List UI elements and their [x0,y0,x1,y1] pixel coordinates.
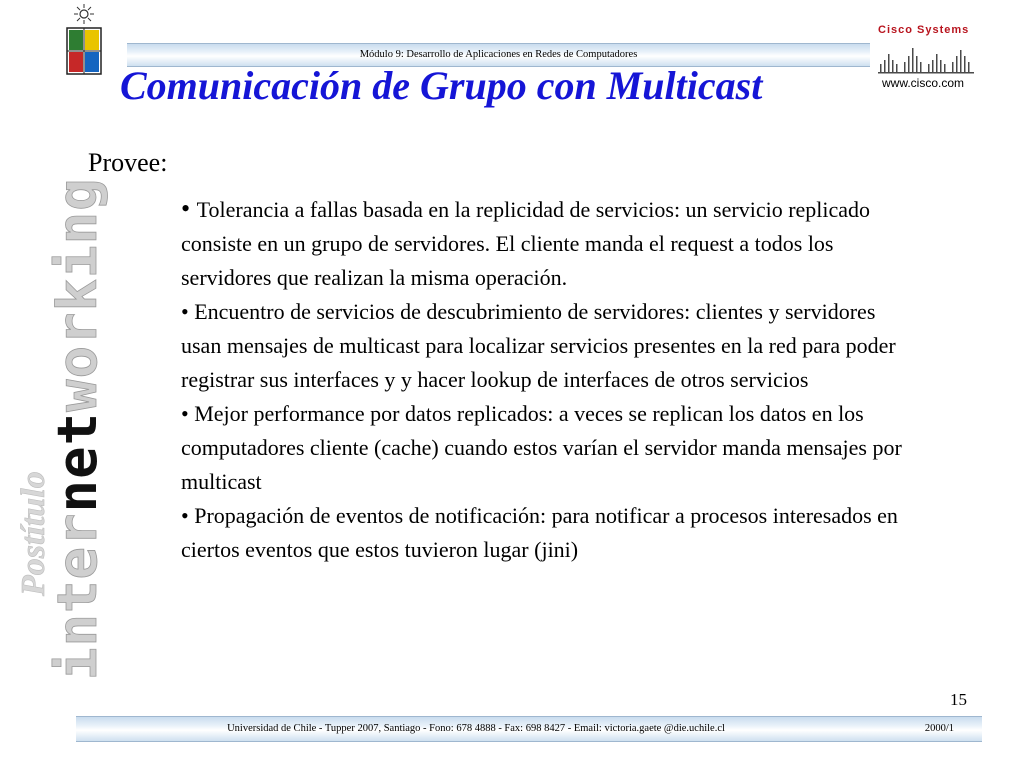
shield-icon [67,28,101,74]
bullet-list [181,192,921,567]
cisco-url: www.cisco.com [882,76,965,90]
side-word-working: working [46,177,109,412]
bullet-item: • Encuentro de servicios de descubrimiento de servidores: clientes y servidores usan mensajes de multicast para localizar servicios presentes en la red para poder registrar sus interfaces y y hacer lookup de interfaces de otros servicios [181,299,896,392]
footer-contact: Universidad de Chile - Tupper 2007, Santiago - Fono: 678 4888 - Fax: 698 8427 - Email: victoria.gaete @die.uchile.cl [227,723,725,734]
bullet-item: • Propagación de eventos de notificación: para notificar a procesos interesados en ciertos eventos que estos tuvieron lugar (jini) [181,503,898,562]
cisco-bridge-icon [878,38,978,74]
bullet-text: Encuentro de servicios de descubrimiento de servidores: clientes y servidores usan mensajes de multicast para localizar servicios presentes en la red para poder registrar sus interfaces y y hacer lookup de interfaces de otros servicios [181,299,896,392]
module-caption: Módulo 9: Desarrollo de Aplicaciones en Redes de Computadores [359,49,638,60]
postitulo-script: Postítulo [15,471,52,596]
footer-date: 2000/1 [924,723,954,734]
svg-text:internetworking [46,177,109,680]
university-crest-logo [64,4,104,78]
footer-bar [76,716,982,742]
slide-title: Comunicación de Grupo con Multicast [120,63,763,108]
bullet-item: • Tolerancia a fallas basada en la replicidad de servicios: un servicio replicado consiste en un grupo de servidores. El cliente manda el request a todos los servidores que realizan la misma operación. [181,194,871,290]
cisco-logo [878,22,978,94]
side-word-net: net [46,411,109,513]
bullet-item: • Mejor performance por datos replicados: a veces se replican los datos en los computadores cliente (cache) cuando estos varían el servidor manda mensajes por multicast [181,401,902,494]
page-number: 15 [950,690,967,709]
intro-text: Provee: [88,148,168,177]
bullet-text: Mejor performance por datos replicados: a veces se replican los datos en los computadores cliente (cache) cuando estos varían el servidor manda mensajes por multicast [181,401,902,494]
bullet-text: Tolerancia a fallas basada en la replicidad de servicios: un servicio replicado consiste en un grupo de servidores. El cliente manda el request a todos los servidores que realizan la misma operación. [181,197,871,290]
sun-icon [74,4,94,24]
bullet-text: Propagación de eventos de notificación: para notificar a procesos interesados en ciertos eventos que estos tuvieron lugar (jini) [181,503,898,562]
cisco-wordmark: Cisco Systems [878,24,970,36]
side-branding [6,96,109,686]
side-word-inter: inter [46,512,109,680]
